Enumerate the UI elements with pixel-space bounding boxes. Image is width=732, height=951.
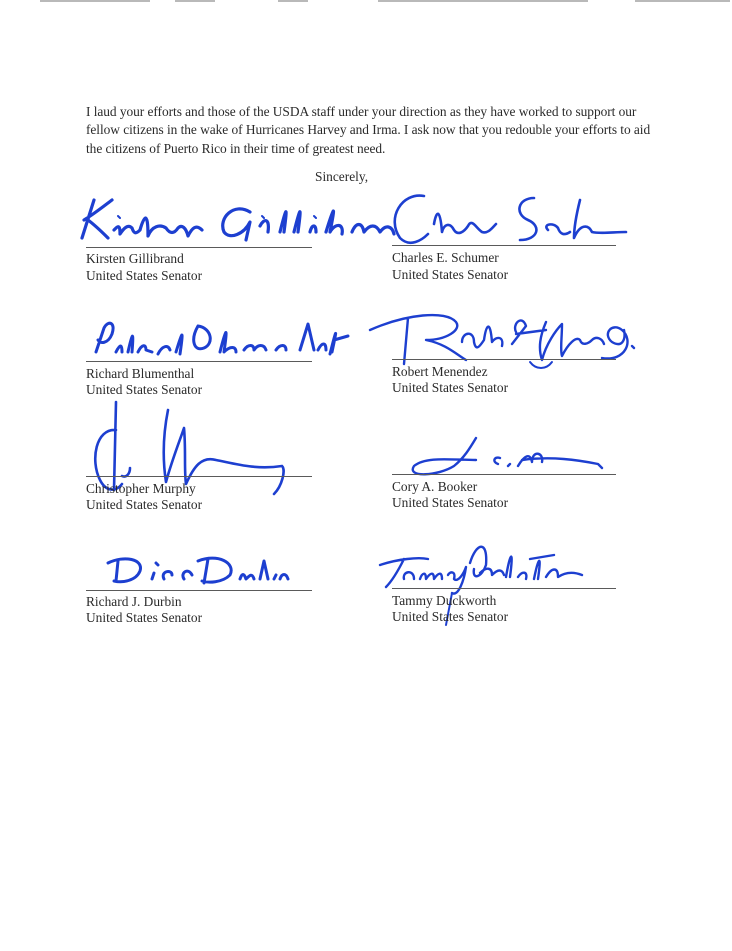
signatory-title: United States Senator: [86, 382, 203, 397]
handwritten-signature-durbin: [104, 545, 284, 590]
signature-rule: [392, 474, 616, 475]
signatory-name: Christopher Murphy: [86, 481, 196, 496]
signatory-name: Richard J. Durbin: [86, 594, 182, 609]
signatory-title: United States Senator: [392, 380, 509, 395]
handwritten-signature-schumer: [388, 188, 628, 252]
signature-rule: [86, 361, 312, 362]
signatory-title: United States Senator: [86, 497, 203, 512]
signatory-name: Richard Blumenthal: [86, 366, 195, 381]
handwritten-signature-blumenthal: [86, 310, 336, 365]
signatory-title: United States Senator: [392, 267, 509, 282]
signature-rule: [392, 588, 616, 589]
signatory-name: Kirsten Gillibrand: [86, 251, 184, 266]
signatory-name: Tammy Duckworth: [392, 593, 497, 608]
signature-rule: [86, 476, 312, 477]
signature-rule: [392, 245, 616, 246]
handwritten-signature-booker: [402, 430, 612, 480]
letter-body-paragraph: I laud your efforts and those of the USDA staff under your direction as they have worked to support our fellow citizens in the wake of Hurricanes Harvey and Irma. I ask now that you redouble your efforts to aid the citizens of Puerto Rico in their time of greatest need.: [86, 104, 651, 156]
signatory-title: United States Senator: [86, 268, 203, 283]
handwritten-signature-gillibrand: [74, 188, 344, 248]
signatory-name: Cory A. Booker: [392, 479, 478, 494]
signatory-title: United States Senator: [392, 609, 509, 624]
letter-closing: Sincerely,: [315, 169, 369, 184]
signature-rule: [86, 247, 312, 248]
signature-rule: [392, 359, 616, 360]
previous-page-edge: [0, 0, 732, 3]
signatory-name: Robert Menendez: [392, 364, 488, 379]
signatory-name: Charles E. Schumer: [392, 250, 499, 265]
signatory-title: United States Senator: [392, 495, 509, 510]
handwritten-signature-menendez: [366, 300, 641, 372]
signatory-title: United States Senator: [86, 610, 203, 625]
signature-rule: [86, 590, 312, 591]
